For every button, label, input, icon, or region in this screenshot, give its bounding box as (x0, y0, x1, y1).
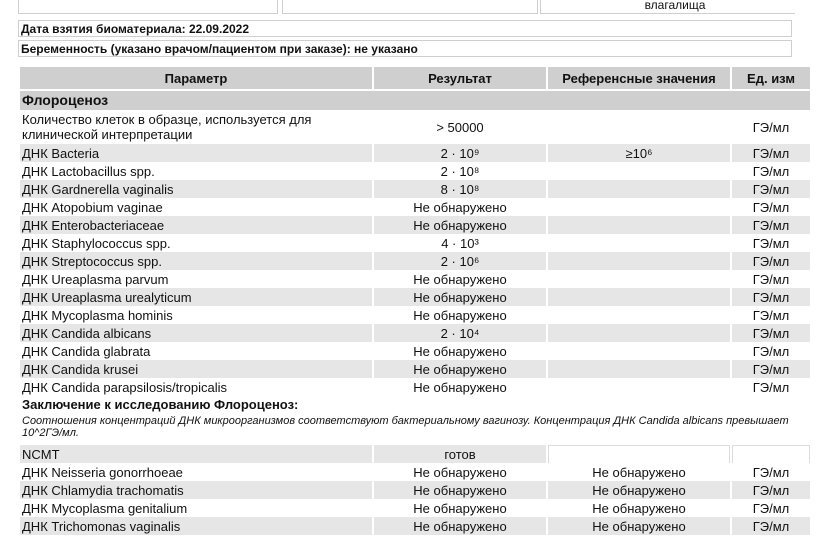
param-cell: ДНК Staphylococcus spp. (22, 235, 171, 251)
reference-cell (548, 324, 730, 342)
unit-cell: ГЭ/мл (752, 500, 790, 516)
reference-cell (548, 216, 730, 234)
result-cell: 2 · 10⁴ (374, 324, 546, 342)
param-cell: ДНК Candida glabrata (22, 343, 151, 359)
top-fragment-row (18, 0, 794, 14)
unit-cell: ГЭ/мл (732, 481, 810, 499)
result-cell: 2 · 10⁹ (374, 144, 546, 162)
table-row (20, 252, 810, 270)
param-cell: ДНК Candida albicans (20, 324, 372, 342)
column-header-param: Параметр (20, 67, 372, 89)
ncmt-param: NCMT (20, 445, 372, 463)
reference-cell: ≥10⁶ (548, 144, 730, 162)
top-box-1 (18, 0, 278, 14)
unit-cell: ГЭ/мл (732, 288, 810, 306)
result-cell: Не обнаружено (374, 481, 546, 499)
result-cell: 2 · 10⁶ (374, 252, 546, 270)
sample-date: Дата взятия биоматериала: 22.09.2022 (18, 20, 792, 37)
reference-cell: Не обнаружено (548, 517, 730, 535)
pregnancy-info: Беременность (указано врачом/пациентом при заказе): не указано (18, 40, 792, 57)
table-row (20, 517, 810, 535)
ncmt-result: готов (374, 445, 546, 463)
table-row (20, 306, 810, 324)
param-cell: ДНК Candida parapsilosis/tropicalis (22, 379, 227, 395)
table-row (20, 144, 810, 162)
reference-cell (548, 342, 730, 360)
table-row (20, 162, 810, 180)
reference-cell (548, 306, 730, 324)
reference-cell: Не обнаружено (592, 500, 686, 516)
section-title: Флороценоз (20, 91, 810, 110)
table-row (20, 499, 810, 517)
reference-cell (548, 270, 730, 288)
table-row (20, 234, 810, 252)
unit-cell: ГЭ/мл (732, 144, 810, 162)
result-cell: 2 · 10⁸ (440, 163, 480, 179)
table-row (20, 288, 810, 306)
table-row (20, 463, 810, 481)
unit-cell: ГЭ/мл (752, 163, 790, 179)
param-cell: ДНК Bacteria (20, 144, 372, 162)
table-row (20, 110, 810, 144)
result-cell: Не обнаружено (413, 271, 507, 287)
table-row (20, 378, 810, 396)
reference-cell (548, 198, 730, 216)
result-cell: 4 · 10³ (441, 235, 479, 251)
param-cell: ДНК Gardnerella vaginalis (20, 180, 372, 198)
unit-cell: ГЭ/мл (752, 235, 790, 251)
reference-cell (548, 234, 730, 252)
column-header-result: Результат (374, 67, 546, 89)
param-cell: ДНК Candida krusei (20, 360, 372, 378)
unit-cell: ГЭ/мл (732, 517, 810, 535)
reference-cell: Не обнаружено (548, 481, 730, 499)
table-row (20, 360, 810, 378)
param-cell: ДНК Ureaplasma urealyticum (20, 288, 372, 306)
column-header-reference: Референсные значения (548, 67, 730, 89)
unit-cell: ГЭ/мл (752, 271, 790, 287)
table-header-row (20, 67, 810, 89)
param-cell: ДНК Mycoplasma hominis (22, 307, 173, 323)
section-header (20, 91, 810, 110)
table-row (20, 342, 810, 360)
reference-cell (548, 162, 730, 180)
ncmt-unit (732, 445, 810, 463)
unit-cell: ГЭ/мл (732, 252, 810, 270)
table-row (20, 481, 810, 499)
table-row (20, 180, 810, 198)
param-cell: ДНК Enterobacteriaceae (20, 216, 372, 234)
param-cell: ДНК Streptococcus spp. (20, 252, 372, 270)
top-fragment-text: влагалища (644, 0, 706, 12)
param-cell: ДНК Trichomonas vaginalis (20, 517, 372, 535)
param-cell: Количество клеток в образце, используется для клинической интерпретации (22, 112, 312, 142)
param-cell: ДНК Ureaplasma parvum (22, 271, 169, 287)
reference-cell (548, 378, 730, 396)
top-box-3 (540, 0, 795, 14)
param-cell: ДНК Neisseria gonorrhoeae (22, 464, 183, 480)
results-table (18, 67, 812, 535)
top-box-2 (282, 0, 538, 14)
result-cell: Не обнаружено (413, 307, 507, 323)
param-cell: ДНК Lactobacillus spp. (22, 163, 155, 179)
table-row (20, 270, 810, 288)
reference-cell (548, 252, 730, 270)
param-cell: ДНК Chlamydia trachomatis (20, 481, 372, 499)
result-cell: Не обнаружено (374, 517, 546, 535)
result-cell: Не обнаружено (413, 199, 507, 215)
unit-cell: ГЭ/мл (732, 216, 810, 234)
result-cell: Не обнаружено (413, 379, 507, 395)
param-cell: ДНК Atopobium vaginae (22, 199, 163, 215)
unit-cell: ГЭ/мл (752, 343, 790, 359)
result-cell: > 50000 (436, 119, 484, 135)
result-cell: Не обнаружено (374, 360, 546, 378)
reference-cell (548, 288, 730, 306)
result-cell: Не обнаружено (413, 343, 507, 359)
result-cell: Не обнаружено (413, 500, 507, 516)
result-cell: Не обнаружено (413, 464, 507, 480)
result-cell: Не обнаружено (374, 216, 546, 234)
unit-cell: ГЭ/мл (752, 464, 790, 480)
unit-cell: ГЭ/мл (752, 379, 790, 395)
conclusion-title: Заключение к исследованию Флороценоз: (22, 397, 299, 412)
unit-cell: ГЭ/мл (732, 360, 810, 378)
unit-cell: ГЭ/мл (732, 324, 810, 342)
reference-cell (548, 110, 730, 144)
conclusion-text: Соотношения концентраций ДНК микроорганизмов соответствуют бактериальному вагинозу. Концентрация ДНК Candida albicans превышает 10^2ГЭ/мл. (22, 415, 789, 439)
column-header-unit: Ед. изм (732, 67, 810, 89)
reference-cell: Не обнаружено (592, 464, 686, 480)
unit-cell: ГЭ/мл (732, 180, 810, 198)
table-row (20, 324, 810, 342)
table-row (20, 198, 810, 216)
unit-cell: ГЭ/мл (752, 307, 790, 323)
unit-cell: ГЭ/мл (752, 199, 790, 215)
result-cell: 8 · 10⁸ (374, 180, 546, 198)
ncmt-row (20, 445, 810, 463)
reference-cell (548, 360, 730, 378)
result-cell: Не обнаружено (374, 288, 546, 306)
table-row (20, 216, 810, 234)
reference-cell (548, 180, 730, 198)
conclusion-title-row (20, 396, 810, 413)
conclusion-text-row (20, 413, 810, 445)
param-cell: ДНК Mycoplasma genitalium (22, 500, 188, 516)
unit-cell: ГЭ/мл (752, 119, 790, 135)
ncmt-reference (548, 445, 730, 463)
